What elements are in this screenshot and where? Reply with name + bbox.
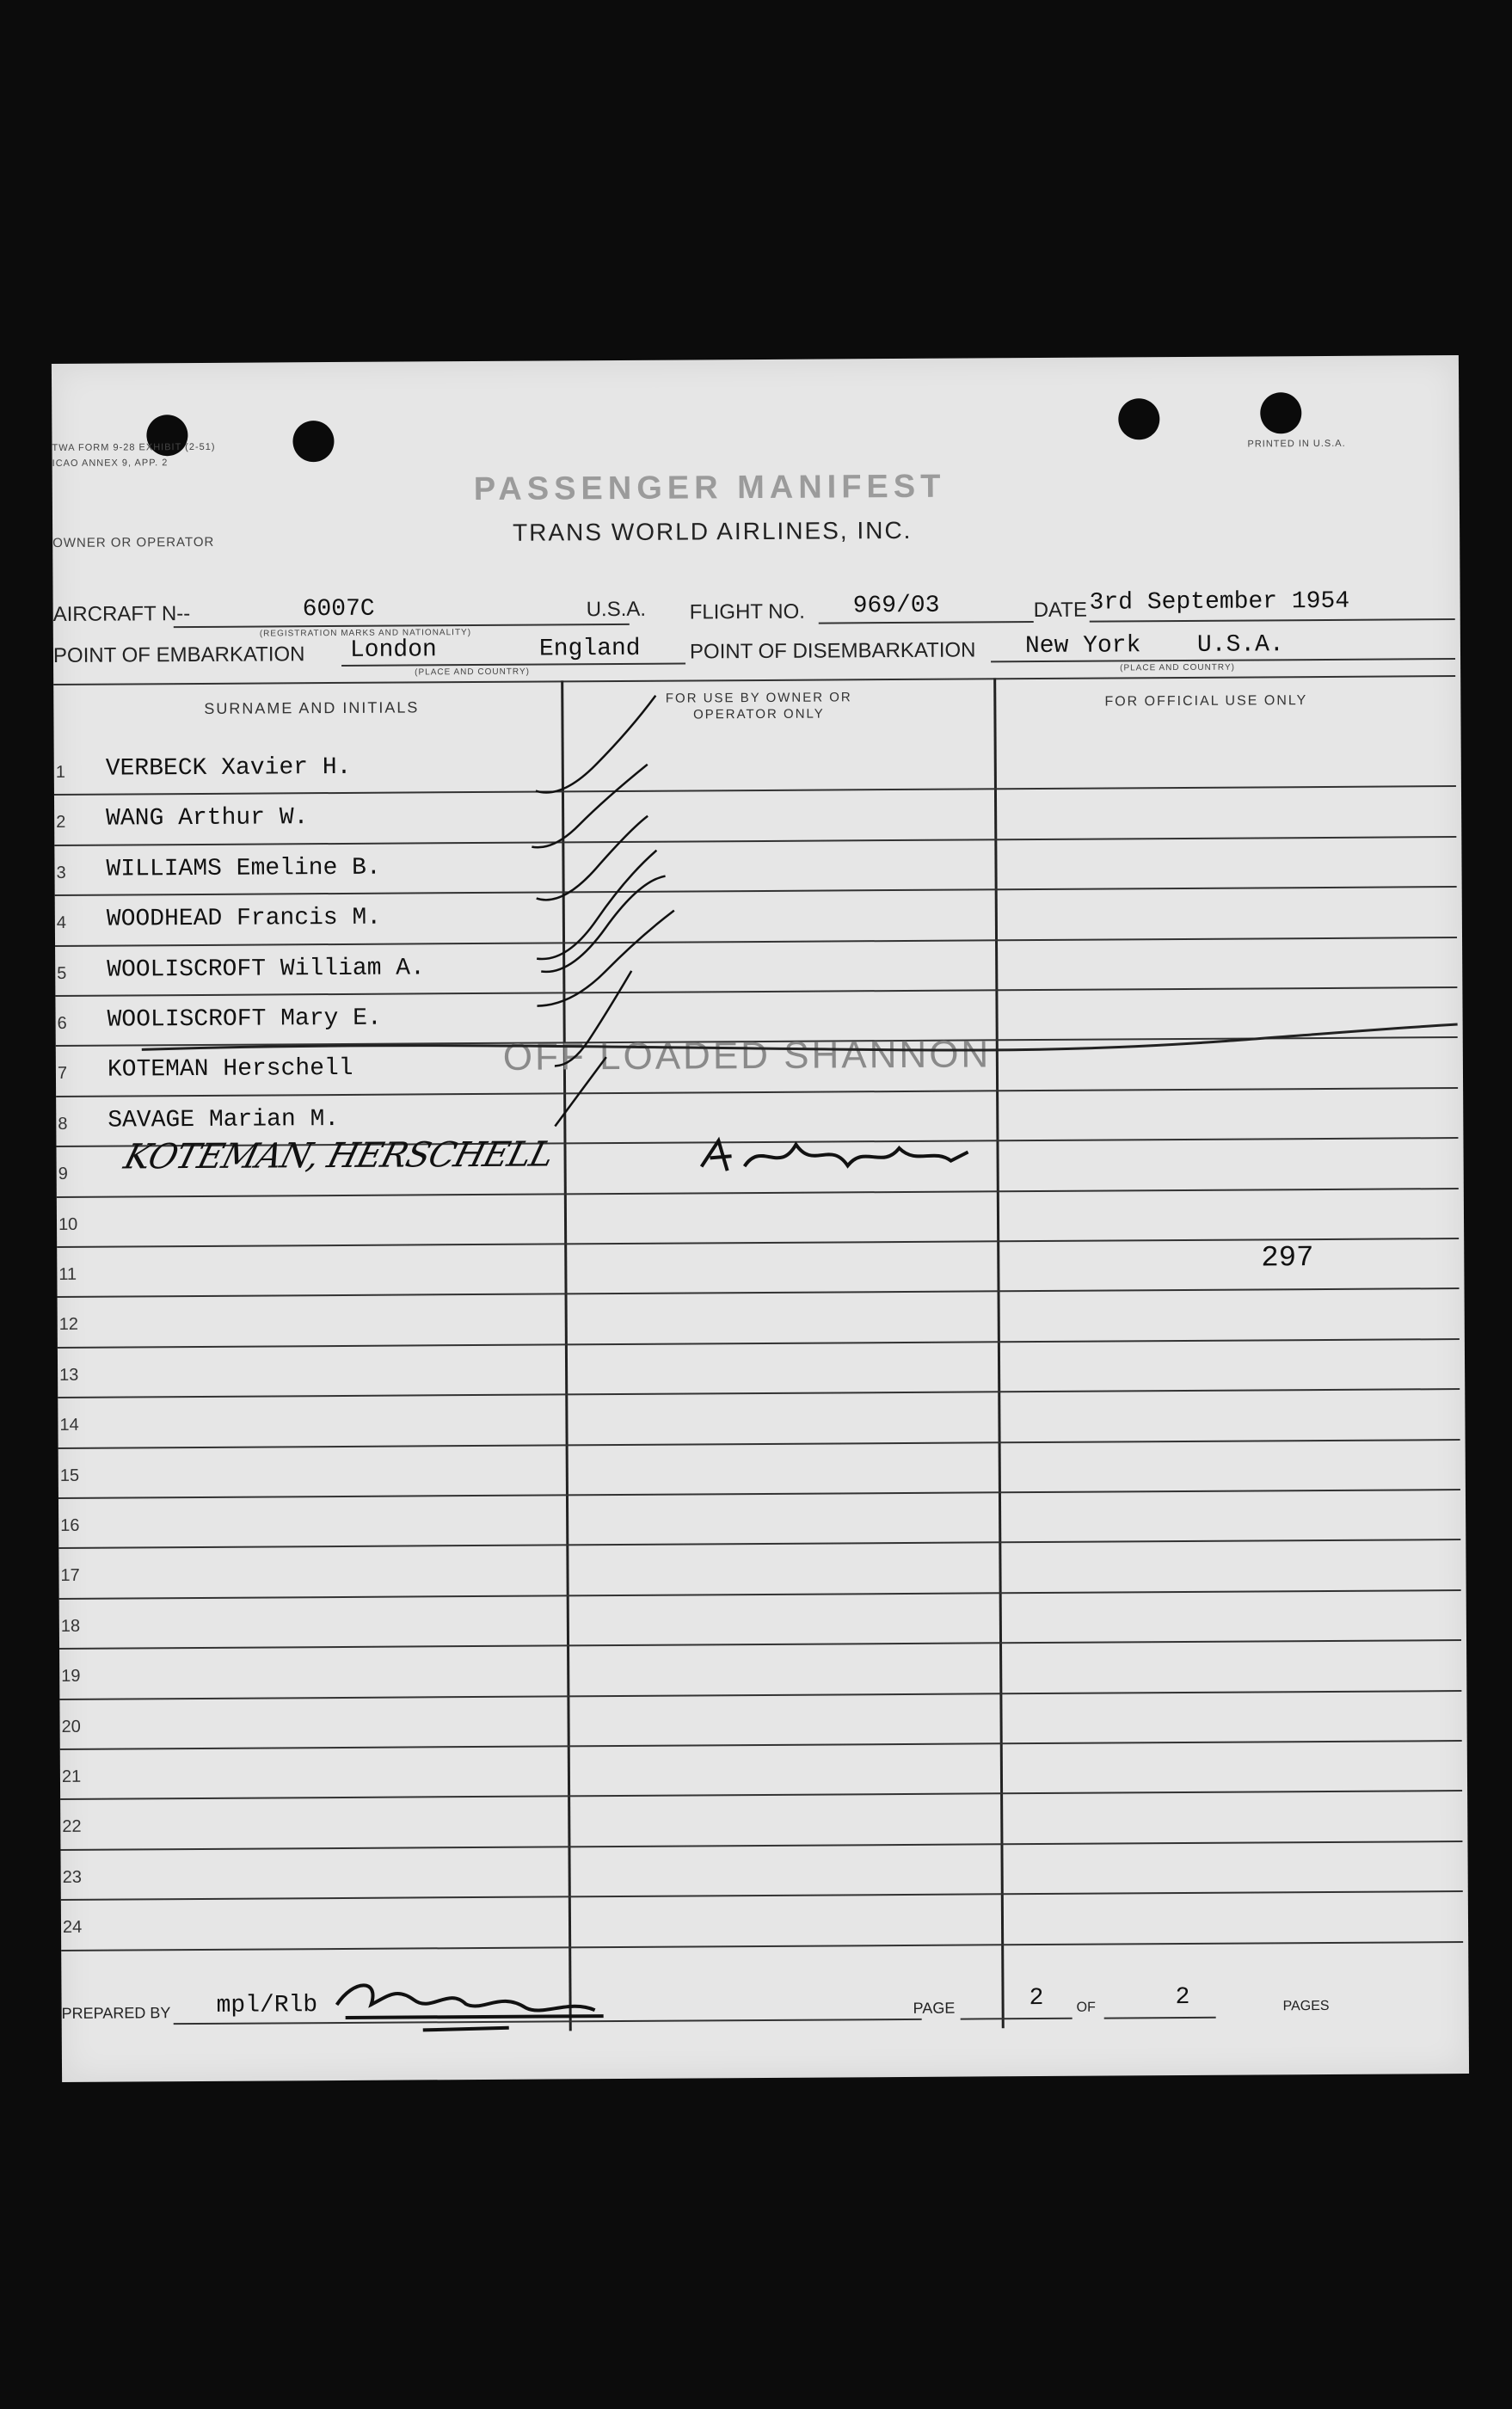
airline-name: TRANS WORLD AIRLINES, INC. bbox=[513, 516, 913, 546]
row-number: 17 bbox=[60, 1566, 80, 1586]
row-divider bbox=[58, 1439, 1460, 1449]
prepared-value: mpl/Rlb bbox=[216, 1992, 318, 2019]
pages-label: PAGES bbox=[1282, 1998, 1330, 2014]
table-top-line bbox=[53, 675, 1455, 685]
row-divider bbox=[58, 1539, 1460, 1549]
page-label: PAGE bbox=[913, 1999, 956, 2017]
disembarkation-caption: (PLACE AND COUNTRY) bbox=[1120, 662, 1235, 673]
row-divider bbox=[56, 1087, 1458, 1097]
row-divider bbox=[60, 1841, 1462, 1851]
passenger-name: WILLIAMS Emeline B. bbox=[106, 854, 381, 883]
row-number: 19 bbox=[61, 1667, 81, 1687]
row-number: 3 bbox=[56, 863, 66, 882]
row-number: 23 bbox=[62, 1867, 82, 1887]
row-number: 5 bbox=[57, 963, 67, 983]
punch-hole-right-1 bbox=[1118, 398, 1159, 439]
disembarkation-country: U.S.A. bbox=[1196, 631, 1284, 659]
row-number: 12 bbox=[58, 1315, 79, 1335]
printed-in: PRINTED IN U.S.A. bbox=[1247, 438, 1346, 450]
form-number: TWA FORM 9-28 EXHIBIT (2-51) bbox=[52, 441, 216, 454]
row-divider bbox=[58, 1287, 1460, 1298]
offloaded-stamp: OFF LOADED SHANNON bbox=[502, 1033, 992, 1079]
date-value: 3rd September 1954 bbox=[1089, 587, 1350, 617]
owner-label: OWNER OR OPERATOR bbox=[52, 534, 215, 551]
row-number: 16 bbox=[60, 1515, 80, 1535]
row-number: 8 bbox=[58, 1114, 68, 1134]
preparer-signature bbox=[319, 1969, 629, 2039]
check-marks bbox=[501, 661, 692, 1143]
nationality: U.S.A. bbox=[586, 597, 647, 622]
row-divider bbox=[59, 1589, 1461, 1600]
row-number: 10 bbox=[58, 1214, 78, 1234]
row-number: 20 bbox=[61, 1717, 81, 1736]
prepared-label: PREPARED BY bbox=[61, 2004, 171, 2022]
embarkation-country: England bbox=[538, 635, 641, 663]
punch-hole-left-2 bbox=[292, 421, 334, 462]
passenger-name: VERBECK Xavier H. bbox=[105, 753, 352, 783]
row-number: 11 bbox=[58, 1264, 77, 1284]
column-divider-2 bbox=[993, 678, 1005, 2028]
column-header-names: SURNAME AND INITIALS bbox=[204, 698, 420, 717]
form-title: PASSENGER MANIFEST bbox=[473, 468, 946, 508]
row-number: 15 bbox=[59, 1466, 80, 1485]
embarkation-label: POINT OF EMBARKATION bbox=[52, 642, 305, 668]
row-number: 24 bbox=[62, 1918, 83, 1938]
registration-caption: (REGISTRATION MARKS AND NATIONALITY) bbox=[259, 628, 472, 639]
row-number: 22 bbox=[62, 1817, 82, 1837]
row-divider bbox=[54, 836, 1456, 846]
row-divider bbox=[61, 1941, 1463, 1951]
column-header-owner-use: FOR USE BY OWNER OR OPERATOR ONLY bbox=[665, 690, 852, 722]
row-number: 13 bbox=[59, 1365, 79, 1385]
row-divider bbox=[58, 1489, 1460, 1499]
row-divider bbox=[61, 1890, 1463, 1901]
form-annex: ICAO ANNEX 9, APP. 2 bbox=[52, 458, 169, 470]
row-divider bbox=[54, 785, 1456, 796]
row-divider bbox=[57, 1238, 1459, 1248]
row-divider bbox=[58, 1388, 1460, 1398]
passenger-name: WOODHEAD Francis M. bbox=[106, 904, 382, 933]
aircraft-underline bbox=[174, 624, 630, 628]
passenger-name: WOOLISCROFT Mary E. bbox=[107, 1005, 382, 1034]
row-number: 7 bbox=[57, 1064, 68, 1084]
passenger-name: WANG Arthur W. bbox=[106, 804, 309, 833]
page-value: 2 bbox=[1029, 1985, 1044, 2013]
of-underline bbox=[1104, 2017, 1216, 2019]
strike-line bbox=[56, 1009, 1458, 1069]
row-divider bbox=[55, 937, 1457, 947]
passenger-name: KOTEMAN Herschell bbox=[107, 1055, 353, 1085]
column-header-official-use: FOR OFFICIAL USE ONLY bbox=[1104, 693, 1308, 710]
official-number: 297 bbox=[1261, 1242, 1314, 1275]
of-label: OF bbox=[1076, 2000, 1096, 2015]
row-number: 1 bbox=[55, 762, 66, 782]
embarkation-city: London bbox=[349, 636, 437, 664]
manifest-sheet bbox=[52, 355, 1469, 2082]
passenger-name: SAVAGE Marian M. bbox=[108, 1105, 340, 1134]
page-underline bbox=[961, 2018, 1073, 2020]
row-number: 4 bbox=[56, 913, 67, 933]
handwritten-signature bbox=[692, 1130, 976, 1183]
row-number: 9 bbox=[58, 1165, 68, 1184]
disembarkation-label: POINT OF DISEMBARKATION bbox=[689, 638, 976, 664]
row-divider bbox=[58, 1338, 1460, 1349]
disembarkation-city: New York bbox=[1024, 632, 1141, 661]
aircraft-value: 6007C bbox=[302, 595, 375, 624]
row-number: 18 bbox=[60, 1616, 81, 1636]
row-divider bbox=[60, 1790, 1462, 1800]
row-divider bbox=[60, 1740, 1462, 1750]
passenger-name: WOOLISCROFT William A. bbox=[107, 954, 425, 984]
aircraft-label: AIRCRAFT N-- bbox=[52, 602, 191, 627]
row-divider bbox=[55, 986, 1457, 997]
row-divider bbox=[55, 886, 1457, 896]
handwritten-name: KOTEMAN, HERSCHELL bbox=[120, 1134, 558, 1177]
embarkation-caption: (PLACE AND COUNTRY) bbox=[415, 667, 530, 678]
flight-value: 969/03 bbox=[852, 592, 940, 620]
row-number: 2 bbox=[56, 813, 66, 833]
flight-underline bbox=[819, 621, 1034, 624]
date-label: DATE bbox=[1033, 598, 1087, 623]
date-underline bbox=[1090, 618, 1455, 623]
row-number: 6 bbox=[57, 1013, 67, 1033]
punch-hole-right-2 bbox=[1260, 392, 1301, 433]
of-value: 2 bbox=[1175, 1983, 1190, 2012]
flight-label: FLIGHT NO. bbox=[689, 599, 806, 624]
row-divider bbox=[57, 1188, 1459, 1198]
row-number: 21 bbox=[61, 1767, 82, 1786]
row-divider bbox=[59, 1690, 1461, 1700]
row-number: 14 bbox=[59, 1416, 79, 1435]
row-divider bbox=[59, 1639, 1461, 1650]
